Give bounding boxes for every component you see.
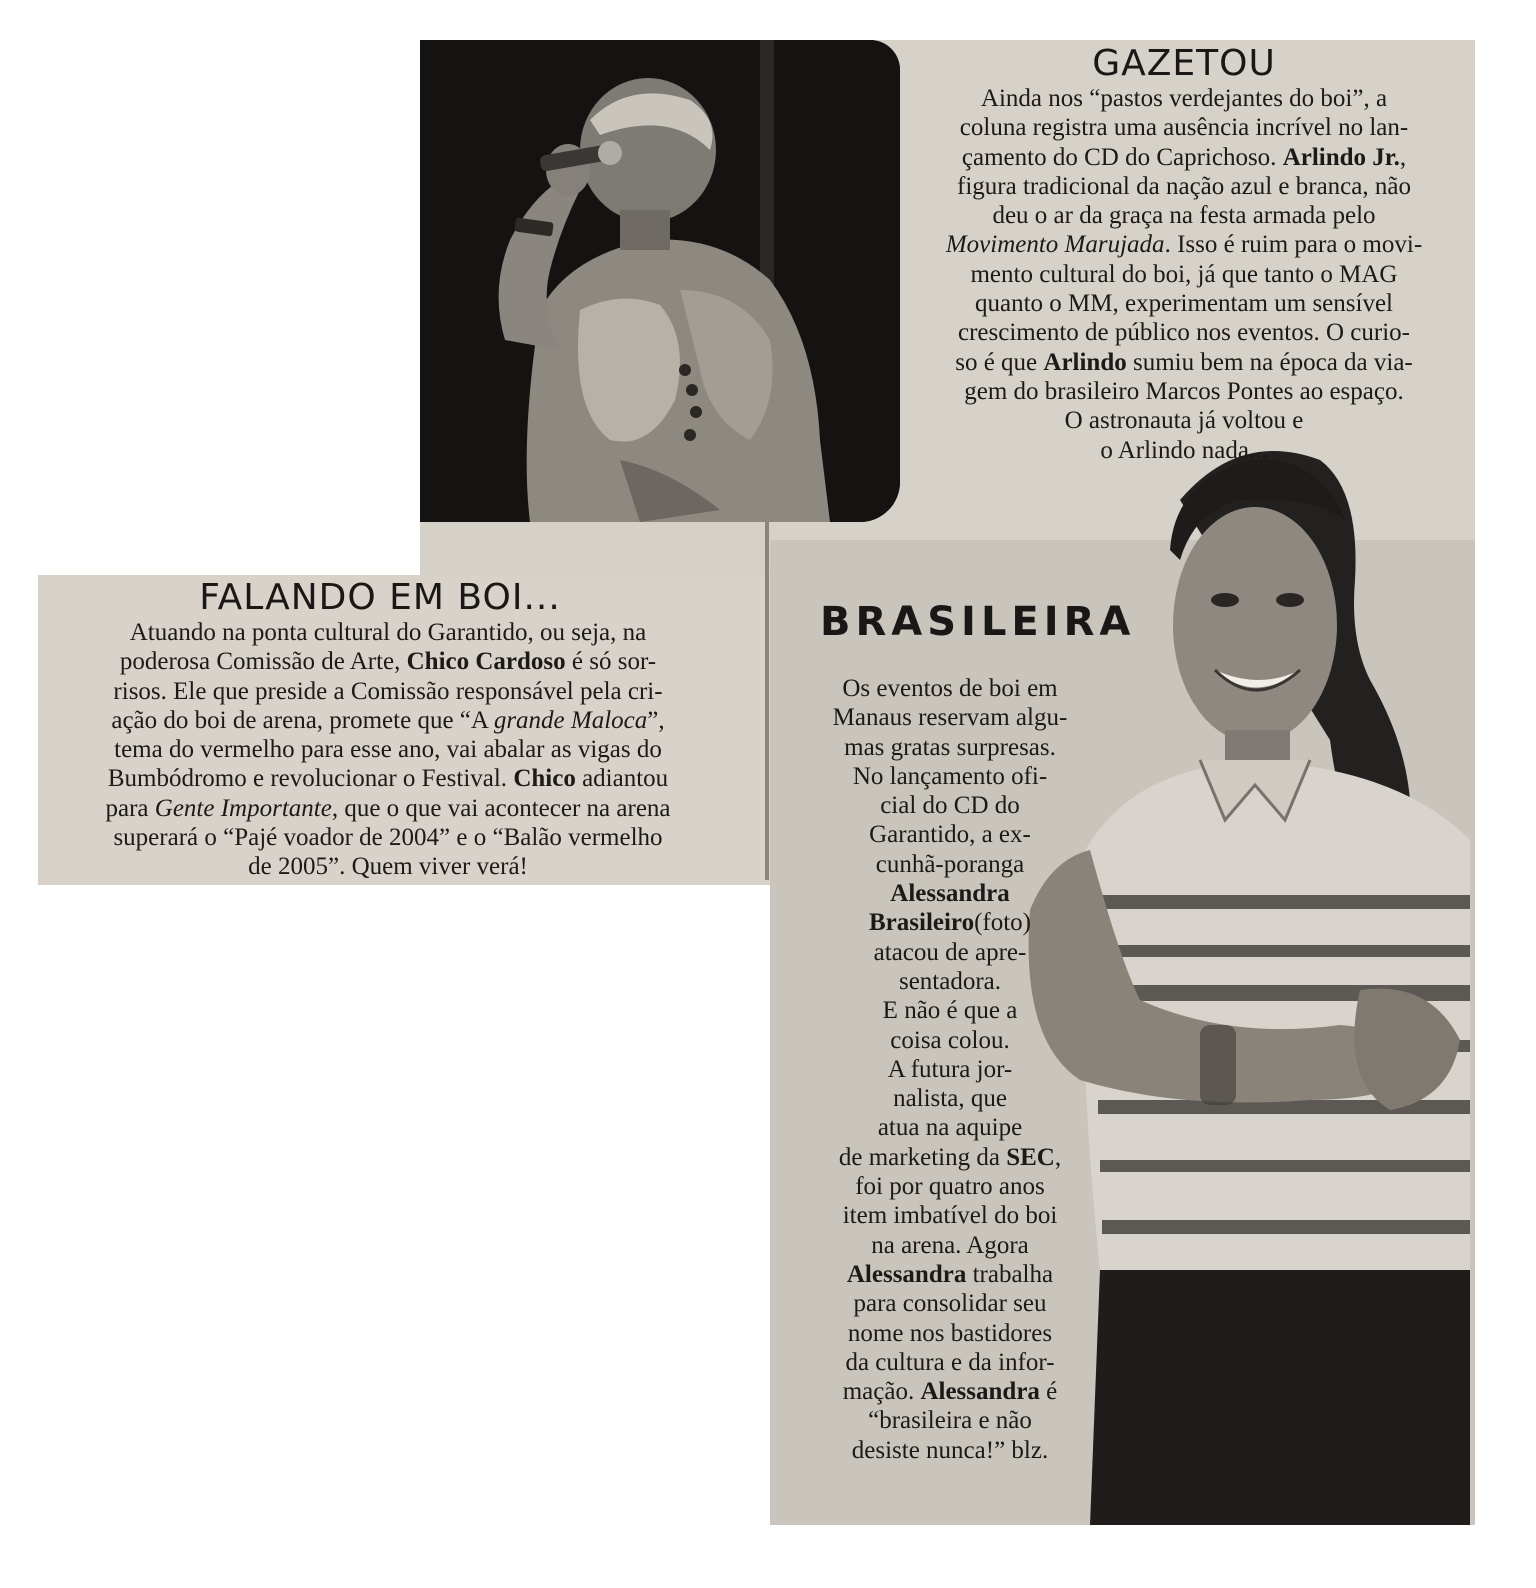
brasileira-text-segment: sentadora.: [898, 967, 1002, 995]
falando-text-segment: de 2005”. Quem viver verá!: [248, 853, 528, 881]
brasileira-text-segment: SEC: [1006, 1143, 1055, 1171]
gazetou-text-segment: so é que: [955, 348, 1044, 376]
falando-title: FALANDO EM BOI...: [199, 577, 561, 618]
brasileira-line: [800, 879, 1100, 908]
gazetou-line: [900, 318, 1468, 347]
gazetou-text-segment: crescimento de público nos eventos. O curio-: [958, 319, 1410, 347]
brasileira-text-segment: foi por quatro anos: [855, 1173, 1045, 1201]
brasileira-line: [800, 908, 1100, 937]
gazetou-text-segment: . Isso é ruim para o movi-: [1164, 231, 1423, 259]
falando-line: [38, 823, 738, 852]
brasileira-line: [800, 938, 1100, 967]
gazetou-text-segment: O astronauta já voltou e: [1064, 407, 1304, 435]
brasileira-line: [800, 1201, 1100, 1230]
gazetou-text-segment: Arlindo: [1043, 348, 1127, 376]
brasileira-text-segment: item imbatível do boi: [842, 1202, 1058, 1230]
falando-text-segment: Gente Importante: [154, 794, 332, 822]
brasileira-text-segment: No lançamento ofi-: [852, 762, 1048, 790]
brasileira-line: [800, 703, 1100, 732]
gazetou-line: [900, 143, 1468, 172]
brasileira-line: [800, 1172, 1100, 1201]
gazetou-text-segment: deu o ar da graça na festa armada pelo: [992, 202, 1376, 230]
falando-text-segment: Bumbódromo e revolucionar o Festival.: [107, 765, 514, 793]
gazetou-body: [900, 84, 1468, 465]
brasileira-text-segment: nalista, que: [893, 1085, 1007, 1113]
gazetou-text-segment: o Arlindo nada...: [1100, 436, 1268, 464]
brasileira-text-segment: para consolidar seu: [853, 1290, 1047, 1318]
gazetou-line: [900, 406, 1468, 435]
falando-text-segment: tema do vermelho para esse ano, vai abalar as vigas do: [114, 736, 662, 764]
brasileira-text-segment: coisa colou.: [890, 1026, 1010, 1054]
gazetou-line: [900, 377, 1468, 406]
gazetou-text-segment: mento cultural do boi, já que tanto o MAG: [970, 260, 1398, 288]
photo-man-singing-graphic: [420, 40, 900, 522]
brasileira-text-segment: da cultura e da infor-: [845, 1348, 1055, 1376]
falando-text-segment: , que o que vai acontecer na arena: [331, 794, 671, 822]
falando-line: [38, 677, 738, 706]
falando-text-segment: ação do boi de arena, promete que “A: [111, 706, 494, 734]
falando-line: [38, 852, 738, 881]
brasileira-line: [800, 1055, 1100, 1084]
gazetou-line: [900, 436, 1468, 465]
brasileira-line: [800, 1260, 1100, 1289]
brasileira-text-segment: cunhã-poranga: [875, 850, 1025, 878]
gazetou-title: GAZETOU: [1092, 43, 1276, 84]
brasileira-text-segment: na arena. Agora: [871, 1231, 1029, 1259]
brasileira-text-segment: atacou de apre-: [873, 938, 1027, 966]
brasileira-line: [800, 762, 1100, 791]
brasileira-text-segment: E não é que a: [882, 997, 1018, 1025]
brasileira-line: [800, 1231, 1100, 1260]
falando-text-segment: ”,: [647, 706, 665, 734]
brasileira-text-segment: “brasileira e não: [868, 1407, 1032, 1435]
falando-line: [38, 764, 738, 793]
falando-text-segment: adiantou: [575, 765, 669, 793]
brasileira-text-segment: A futura jor-: [887, 1055, 1013, 1083]
gazetou-line: [900, 84, 1468, 113]
falando-text-segment: poderosa Comissão de Arte,: [119, 648, 407, 676]
brasileira-text-segment: mas gratas surpresas.: [844, 733, 1056, 761]
falando-body: [38, 618, 738, 882]
brasileira-text-segment: Os eventos de boi em: [842, 675, 1058, 702]
falando-line: [38, 735, 738, 764]
falando-line: [38, 647, 738, 676]
gazetou-line: [900, 260, 1468, 289]
brasileira-text-segment: Alessandra: [846, 1260, 967, 1288]
brasileira-text-segment: trabalha: [966, 1260, 1054, 1288]
falando-line: [38, 618, 738, 647]
brasileira-text-segment: Brasileiro: [869, 909, 975, 937]
brasileira-line: [800, 1377, 1100, 1406]
brasileira-line: [800, 791, 1100, 820]
falando-line: [38, 706, 738, 735]
brasileira-line: [800, 967, 1100, 996]
brasileira-line: [800, 1319, 1100, 1348]
gazetou-line: [900, 230, 1468, 259]
brasileira-title: BRASILEIRA: [820, 599, 1136, 645]
gazetou-text-segment: Movimento Marujada: [945, 231, 1165, 259]
gazetou-line: [900, 201, 1468, 230]
falando-text-segment: é só sor-: [565, 648, 657, 676]
brasileira-text-segment: nome nos bastidores: [847, 1319, 1053, 1347]
brasileira-text-segment: de marketing da: [838, 1143, 1007, 1171]
brasileira-text-segment: mação.: [842, 1378, 921, 1406]
gazetou-text-segment: gem do brasileiro Marcos Pontes ao espaço.: [964, 377, 1404, 405]
brasileira-text-segment: Garantido, a ex-: [869, 821, 1031, 849]
brasileira-text-segment: desiste nunca!” blz.: [851, 1436, 1049, 1464]
falando-text-segment: superará o “Pajé voador de 2004” e o “Balão vermelho: [113, 824, 663, 852]
brasileira-line: [800, 1289, 1100, 1318]
brasileira-line: [800, 1143, 1100, 1172]
falando-text-segment: risos. Ele que preside a Comissão responsável pela cri-: [113, 677, 663, 705]
brasileira-line: [800, 850, 1100, 879]
gazetou-line: [900, 113, 1468, 142]
falando-text-segment: Atuando na ponta cultural do Garantido, ou seja, na: [129, 619, 647, 646]
brasileira-line: [800, 1026, 1100, 1055]
brasileira-body: [800, 674, 1100, 1465]
brasileira-text-segment: Alessandra: [890, 880, 1010, 908]
brasileira-line: [800, 1113, 1100, 1142]
brasileira-line: [800, 1436, 1100, 1465]
falando-text-segment: para: [105, 794, 155, 822]
brasileira-line: [800, 820, 1100, 849]
brasileira-line: [800, 996, 1100, 1025]
falando-text-segment: Chico: [513, 765, 576, 793]
gazetou-text-segment: sumiu bem na época da via-: [1126, 348, 1413, 376]
gazetou-text-segment: quanto o MM, experimentam um sensível: [975, 290, 1393, 318]
brasileira-text-segment: cial do CD do: [880, 792, 1020, 820]
brasileira-text-segment: Manaus reservam algu-: [832, 704, 1068, 732]
falando-line: [38, 794, 738, 823]
brasileira-text-segment: atua na aquipe: [877, 1114, 1023, 1142]
brasileira-line: [800, 1406, 1100, 1435]
brasileira-line: [800, 733, 1100, 762]
gazetou-text-segment: coluna registra uma ausência incrível no lan-: [959, 114, 1409, 142]
gazetou-text-segment: ,: [1399, 143, 1407, 171]
gazetou-text-segment: çamento do CD do Caprichoso.: [961, 143, 1283, 171]
gazetou-text-segment: Ainda nos “pastos verdejantes do boi”, a: [980, 85, 1388, 112]
brasileira-text-segment: Alessandra: [920, 1378, 1040, 1406]
gazetou-text-segment: figura tradicional da nação azul e branca, não: [957, 172, 1411, 200]
gazetou-text-segment: Arlindo Jr.: [1282, 143, 1400, 171]
gazetou-line: [900, 289, 1468, 318]
brasileira-line: [800, 674, 1100, 703]
falando-text-segment: Chico Cardoso: [406, 648, 566, 676]
photo-man-singing: [420, 40, 900, 522]
falando-text-segment: grande Maloca: [493, 706, 648, 734]
brasileira-line: [800, 1084, 1100, 1113]
brasileira-text-segment: (foto): [974, 909, 1031, 937]
brasileira-text-segment: é: [1039, 1378, 1058, 1406]
gazetou-line: [900, 172, 1468, 201]
brasileira-line: [800, 1348, 1100, 1377]
brasileira-text-segment: ,: [1054, 1143, 1062, 1171]
gazetou-line: [900, 348, 1468, 377]
